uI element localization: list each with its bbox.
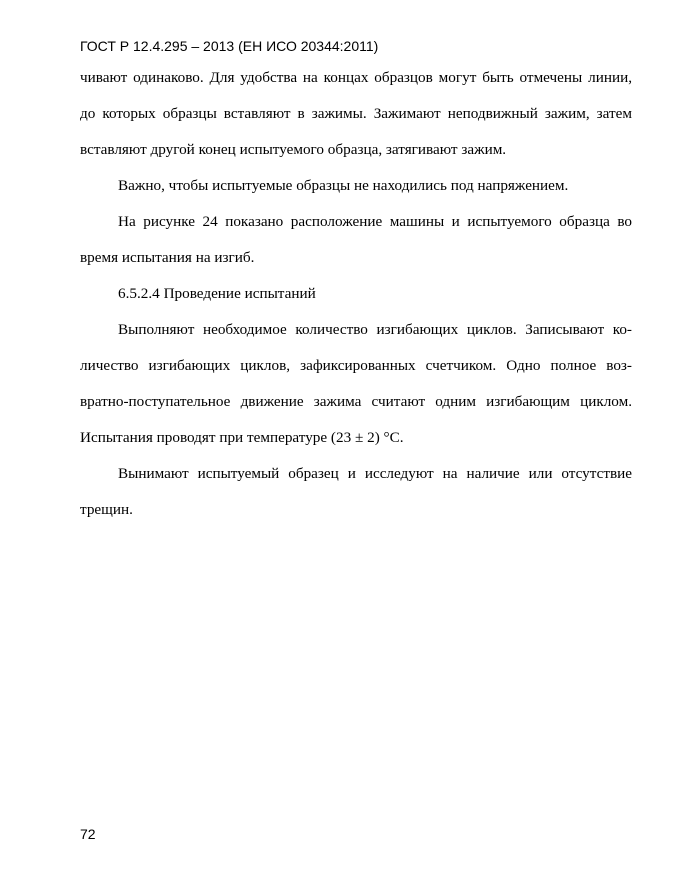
text-line-8: Выполняют необходимое количество изгибающих циклов. Записывают ко- [118,321,632,338]
text-line-10: вратно-поступательное движение зажима считают одним изгибающим циклом. [80,393,632,410]
page-number: 72 [80,826,96,842]
text-line-9: личество изгибающих циклов, зафиксированных счетчиком. Одно полное воз- [80,357,632,374]
text-line-6: время испытания на изгиб. [80,249,255,266]
text-line-13: трещин. [80,501,133,518]
text-line-12: Вынимают испытуемый образец и исследуют на наличие или отсутствие [118,465,632,482]
document-header: ГОСТ Р 12.4.295 – 2013 (ЕН ИСО 20344:2011) [80,38,379,54]
text-line-3: вставляют другой конец испытуемого образца, затягивают зажим. [80,141,507,158]
section-heading: 6.5.2.4 Проведение испытаний [118,285,316,302]
text-line-4: Важно, чтобы испытуемые образцы не находились под напряжением. [118,177,569,194]
text-line-2: до которых образцы вставляют в зажимы. Зажимают неподвижный зажим, затем [80,105,632,122]
text-line-11: Испытания проводят при температуре (23 ± 2) °С. [80,429,404,446]
body-text [80,60,632,528]
text-line-5: На рисунке 24 показано расположение машины и испытуемого образца во [118,213,632,230]
text-line-1: чивают одинаково. Для удобства на концах образцов могут быть отмечены линии, [80,69,632,86]
